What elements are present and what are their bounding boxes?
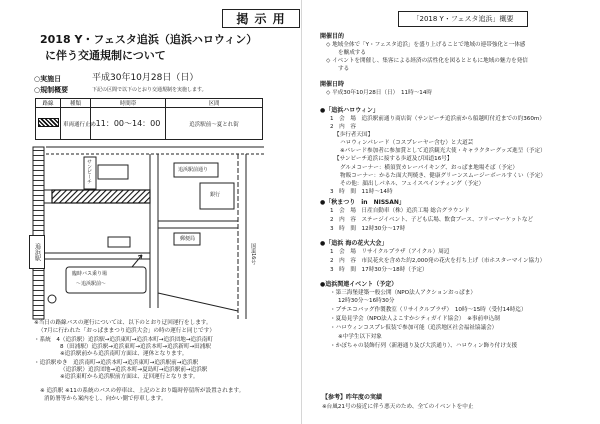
nissan-time: 3 時 間 12時30分～17時 — [330, 226, 406, 232]
right-page-overview — [302, 0, 600, 424]
datetime-title: 開催日時 — [320, 81, 345, 88]
post-office-label: 郵便局 — [180, 236, 196, 242]
header-kind: 種類 — [61, 99, 91, 108]
callout-arrow — [132, 255, 142, 267]
related-item: ・夏島見学会（NPO法人よこすかシティガイド協会） ※事前申込制 — [330, 316, 500, 322]
halloween-time: 3 時 間 11時～14時 — [330, 189, 393, 195]
bus-note: ※当日の路線バスの運行については、以下のとおり迂回運行をします。 — [34, 320, 212, 326]
regulation-map — [28, 143, 268, 321]
related-item: 12時30分～16時30分 — [338, 298, 395, 304]
outline-note: 下記の区間で以下のとおり交通規制を実施します。 — [92, 87, 207, 93]
title-line-2: に伴う交通規制について — [45, 49, 166, 62]
halloween-title: ●「追浜ハロウィン」 — [320, 107, 379, 114]
datetime-value: ◇ 平成30年10月28日（日） 11時～14時 — [326, 90, 432, 96]
outline-label: ○規制概要 — [34, 86, 69, 94]
route-legend-cell — [36, 108, 61, 140]
closing-note: 消防署等から案内をし、向かい側で停車します。 — [44, 396, 167, 402]
halloween-venue: 1 会 場 追浜駅前通り商店街（サンピーチ追浜前から船越町付近までの約360m） — [330, 116, 545, 122]
purpose-line: ◇ イベントを開催し、集客による経済の活性化を図るとともに地域の魅力を発信 — [326, 58, 528, 64]
posting-badge: 掲 示 用 — [222, 9, 300, 28]
related-item: ※中学生以下対象 — [338, 334, 382, 340]
overview-header: 「2018 Y・フェスタ追浜」概要 — [398, 11, 528, 27]
bus-note: ・系統 4（追浜駅）追浜駅→追浜東町→追浜本町→追浜団地→追浜南町 — [34, 337, 213, 343]
bus-note: 8（田浦駅）追浜駅→追浜東町→追浜本町→追浜新町→田浦駅 — [60, 344, 211, 350]
bus-note: （7月に行われた「おっぱままつり追浜大会」の時の運行と同じです） — [38, 328, 215, 334]
sidewalk-title: 【サンピーチ追浜に接する歩道及び国道16号】 — [334, 156, 453, 162]
time-cell: 11：00～14：00 — [91, 108, 166, 140]
purpose-line: を醸成する — [338, 50, 366, 56]
fireworks-time: 3 時 間 17時30分～18時（予定） — [330, 267, 428, 273]
diagonal-road-edge — [158, 293, 238, 311]
title-line-1: 2018 Y・フェスタ追浜（追浜ハロウィン） — [40, 33, 258, 46]
related-item: ・プチエコバッグ作製教室（リサイクルプラザ） 10時～15時（受付14時迄） — [330, 307, 527, 313]
station-label: 追浜駅 — [29, 235, 45, 269]
fireworks-venue: 1 会 場 リサイクルプラザ（アイクル）周辺 — [330, 249, 450, 255]
header-section: 区間 — [166, 99, 263, 108]
section-cell: 追浜駅前～夏とれ街 — [166, 108, 263, 140]
bus-note: ※追浜東町から追浜駅前方面は、迂回運行となります。 — [60, 374, 199, 380]
parade-line: ハロウィンパレード（コスプレーヤー含む）と大道芸 — [340, 140, 474, 146]
purpose-line: ◇ 地域全体で「Y・フェスタ追浜」を盛り上げることで地域の連帯強化と一体感 — [326, 42, 526, 48]
table-row — [36, 108, 263, 140]
date-label: ○実施日 — [34, 75, 62, 83]
regulation-table — [35, 98, 263, 140]
date-value: 平成30年10月28日（日） — [92, 73, 199, 83]
related-item: ・かぼちゃの装飾行列（新港通り及び大浜通り）、ハロウィン飾り付け支援 — [330, 343, 518, 349]
pedestrian-title: 【歩行者天国】 — [334, 132, 374, 138]
kind-cell: 車両通行止め — [61, 108, 91, 140]
fireworks-title: ●「追浜 海の花火大会」 — [320, 240, 388, 247]
sunpeach-label: サンピーチ — [86, 159, 92, 184]
gourmet-line: グルメコーナー：横須賀カレーバイキング、おっぱま地場そば（予定） — [340, 165, 518, 171]
other-line: その他：顔出しパネル、フェイスペインティング（予定） — [340, 181, 485, 187]
route16-label: 国道16号 — [250, 243, 256, 265]
map-drawing — [28, 143, 268, 321]
header-time: 時間帯 — [91, 99, 166, 108]
goods-line: 物販コーナー：かるた面大判焼き、健康グリーンスムージーボールすくい（予定） — [340, 173, 546, 179]
nissan-title: ●「秋まつり in NISSAN」 — [320, 199, 405, 206]
building — [98, 165, 128, 179]
halloween-content: 2 内 容 — [330, 124, 356, 130]
closed-road-section — [52, 190, 150, 203]
related-item: ・第三海堡建築一般公開（NPO法人アクションおっぱま） — [330, 290, 476, 296]
nissan-content: 2 内 容 ステージイベント、子ども広場、飲食ブース、フリーマーケットなど — [330, 217, 534, 223]
hatched-route-swatch — [38, 118, 59, 127]
bank-label: 銀行 — [210, 192, 221, 198]
bus-note: （追浜駅）追浜団地→追浜本町→夏島町→追浜駅前→追浜駅 — [60, 367, 208, 373]
related-item: ・ハロウィンコスプレ仮装で参加可能（追浜地区社会福祉協議会） — [330, 325, 498, 331]
nissan-venue: 1 会 場 日産自動車（株）追浜工場 総合グラウンド — [330, 208, 470, 214]
railway-track — [33, 147, 44, 319]
parade-note: ※パレード参加者に参加賞として追浜観光大使・キャラクターグッズ進呈（予定） — [340, 148, 546, 154]
closing-note: ※ 追浜駅 ※11の系統のバスの停車は、上記のとおり臨時停留所が設置されます。 — [40, 388, 245, 394]
purpose-line: する — [338, 66, 350, 72]
reference-title: 【参考】昨年度の実績 — [322, 394, 383, 401]
street-label: 追浜駅前通り — [178, 167, 209, 173]
bus-note: ・追浜駅ゆき 追浜南町→追浜本町→追浜東町→追浜駅前→追浜駅 — [34, 360, 199, 366]
fireworks-content: 2 内 容 市民花火を含めた約2,000発の花火を打ち上げ（市ホスターマイン協力） — [330, 258, 546, 264]
regulation-table-header — [36, 99, 263, 108]
header-route: 路線 — [36, 99, 61, 108]
building — [108, 237, 130, 247]
bus-note: ※追浜駅前から追浜南町方面は、運休となります。 — [60, 351, 188, 357]
bus-stop-title: 臨時バス乗り場 — [72, 271, 108, 277]
related-title: ●追浜関連イベント（予定） — [320, 281, 398, 288]
reference-note: ※台風21号の接近に伴う悪天のため、全てのイベントを中止 — [322, 404, 474, 410]
bus-stop-marker — [48, 295, 56, 303]
bus-stop-subtitle: ～追浜駅前～ — [76, 281, 107, 287]
purpose-title: 開催目的 — [320, 33, 345, 40]
